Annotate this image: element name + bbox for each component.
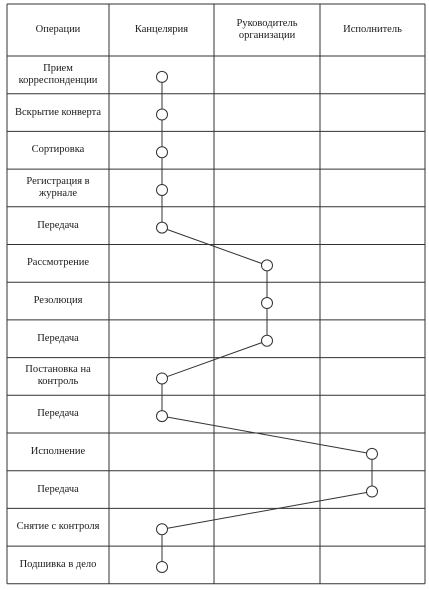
step-node — [157, 71, 168, 82]
operation-label: Резолюция — [33, 295, 83, 307]
operation-label: Вскрытие конверта — [14, 106, 102, 118]
step-node — [367, 486, 378, 497]
header-operations: Операции — [35, 24, 81, 35]
step-node — [262, 260, 273, 271]
flow-connector — [162, 492, 372, 530]
operation-label: Рассмотрение — [26, 257, 90, 269]
operation-label: Исполнение — [30, 445, 86, 457]
step-node — [157, 373, 168, 384]
operation-label: Передача — [37, 219, 79, 231]
operation-label: Передача — [37, 332, 79, 344]
step-node — [262, 298, 273, 309]
step-node — [157, 561, 168, 572]
operation-label: Сортировка — [31, 144, 85, 156]
flow-path — [157, 71, 378, 572]
header-executor: Исполнитель — [343, 24, 402, 35]
step-node — [157, 524, 168, 535]
header-chancellery: Канцелярия — [134, 24, 189, 35]
step-node — [157, 411, 168, 422]
operation-label: Регистрация в журнале — [26, 175, 90, 199]
step-node — [157, 222, 168, 233]
operation-label: Постановка на контроль — [25, 364, 91, 388]
operation-label: Снятие с контроля — [16, 521, 100, 533]
operation-label: Прием корреспонденции — [18, 62, 98, 86]
step-node — [367, 448, 378, 459]
header-head: Руководитель организации — [236, 18, 298, 41]
step-node — [157, 184, 168, 195]
operation-label: Подшивка в дело — [19, 558, 97, 570]
step-node — [157, 147, 168, 158]
operation-label: Передача — [37, 408, 79, 420]
step-node — [157, 109, 168, 120]
step-node — [262, 335, 273, 346]
flow-connector — [162, 416, 372, 454]
operation-label: Передача — [37, 483, 79, 495]
